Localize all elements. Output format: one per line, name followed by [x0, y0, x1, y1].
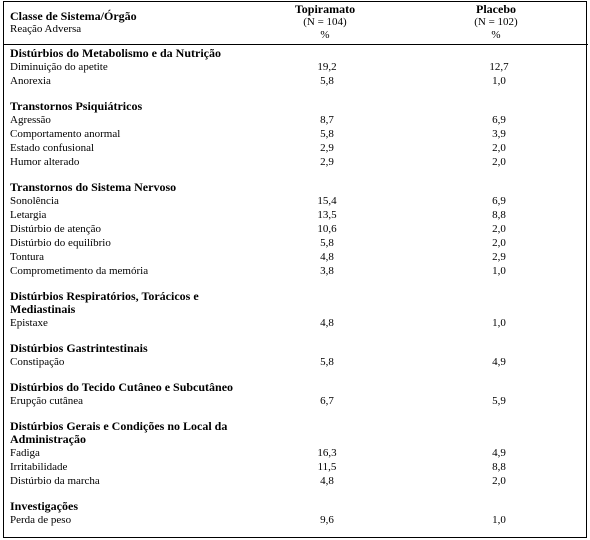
- table-row: [4, 355, 588, 369]
- section-title: Distúrbios Respiratórios, Torácicos e Mediastinais: [10, 289, 199, 316]
- section-title: Transtornos do Sistema Nervoso: [10, 180, 177, 194]
- placebo-value: 2,0: [492, 223, 506, 235]
- reaction-label: Humor alterado: [10, 156, 80, 168]
- table-header: [4, 2, 588, 45]
- reaction-label: Agressão: [10, 114, 51, 126]
- table-row: [4, 127, 588, 141]
- reaction-label: Anorexia: [10, 75, 51, 87]
- topiramato-value: 5,8: [320, 356, 334, 368]
- header-placebo: [436, 3, 556, 42]
- reaction-label: Irritabilidade: [10, 461, 68, 473]
- section-title: Investigações: [10, 499, 78, 513]
- header-topiramato-name: Topiramato: [294, 2, 356, 16]
- reaction-label: Tontura: [10, 251, 45, 263]
- reaction-label: Distúrbio do equilíbrio: [10, 237, 111, 249]
- topiramato-value: 15,4: [317, 195, 337, 207]
- reaction-label: Sonolência: [10, 195, 59, 207]
- placebo-value: 1,0: [492, 317, 506, 329]
- topiramato-value: 2,9: [320, 156, 334, 168]
- table-section: [4, 498, 588, 527]
- placebo-value: 2,0: [492, 156, 506, 168]
- table-row: [4, 155, 588, 169]
- section-title: Distúrbios Gerais e Condições no Local da Administração: [10, 419, 228, 446]
- table-section: [4, 179, 588, 278]
- placebo-value: 12,7: [489, 61, 509, 73]
- header-placebo-n: (N = 102): [474, 16, 518, 28]
- topiramato-value: 11,5: [317, 461, 337, 473]
- placebo-value: 4,9: [492, 447, 506, 459]
- placebo-value: 1,0: [492, 265, 506, 277]
- reaction-label: Diminuição do apetite: [10, 61, 108, 73]
- header-reaction-subtitle: Reação Adversa: [10, 23, 82, 35]
- topiramato-value: 3,8: [320, 265, 334, 277]
- placebo-value: 2,0: [492, 475, 506, 487]
- table-row: [4, 236, 588, 250]
- header-topiramato-unit: %: [320, 29, 330, 41]
- placebo-value: 1,0: [492, 514, 506, 526]
- reaction-label: Fadiga: [10, 447, 40, 459]
- topiramato-value: 6,7: [320, 395, 334, 407]
- placebo-value: 2,9: [492, 251, 506, 263]
- header-first-column: [10, 10, 230, 36]
- section-title: Distúrbios do Tecido Cutâneo e Subcutâneo: [10, 380, 234, 394]
- table-section: [4, 288, 588, 330]
- placebo-value: 8,8: [492, 209, 506, 221]
- topiramato-value: 5,8: [320, 237, 334, 249]
- reaction-label: Distúrbio de atenção: [10, 223, 102, 235]
- table-row: [4, 208, 588, 222]
- table-row: [4, 250, 588, 264]
- table-section: [4, 379, 588, 408]
- section-title: Transtornos Psiquiátricos: [10, 99, 143, 113]
- reaction-label: Distúrbio da marcha: [10, 475, 100, 487]
- table-body: [4, 45, 588, 537]
- topiramato-value: 4,8: [320, 317, 334, 329]
- table-row: [4, 194, 588, 208]
- placebo-value: 3,9: [492, 128, 506, 140]
- table-section: [4, 98, 588, 169]
- table-section: [4, 340, 588, 369]
- placebo-value: 2,0: [492, 142, 506, 154]
- placebo-value: 6,9: [492, 114, 506, 126]
- table-row: [4, 264, 588, 278]
- topiramato-value: 2,9: [320, 142, 334, 154]
- reaction-label: Comportamento anormal: [10, 128, 121, 140]
- reaction-label: Epistaxe: [10, 317, 48, 329]
- table-row: [4, 460, 588, 474]
- reaction-label: Perda de peso: [10, 514, 72, 526]
- placebo-value: 6,9: [492, 195, 506, 207]
- topiramato-value: 4,8: [320, 475, 334, 487]
- topiramato-value: 9,6: [320, 514, 334, 526]
- reaction-label: Erupção cutânea: [10, 395, 83, 407]
- table-row: [4, 316, 588, 330]
- table-row: [4, 141, 588, 155]
- placebo-value: 2,0: [492, 237, 506, 249]
- placebo-value: 1,0: [492, 75, 506, 87]
- table-row: [4, 474, 588, 488]
- table-row: [4, 446, 588, 460]
- reaction-label: Comprometimento da memória: [10, 265, 149, 277]
- topiramato-value: 10,6: [317, 223, 337, 235]
- topiramato-value: 13,5: [317, 209, 337, 221]
- placebo-value: 8,8: [492, 461, 506, 473]
- topiramato-value: 19,2: [317, 61, 337, 73]
- reaction-label: Estado confusional: [10, 142, 95, 154]
- table-row: [4, 222, 588, 236]
- table-row: [4, 394, 588, 408]
- table-row: [4, 74, 588, 88]
- header-topiramato: [266, 3, 384, 42]
- placebo-value: 5,9: [492, 395, 506, 407]
- header-placebo-unit: %: [491, 29, 501, 41]
- table-section: [4, 45, 588, 88]
- topiramato-value: 8,7: [320, 114, 334, 126]
- header-class-title: Classe de Sistema/Órgão: [10, 9, 137, 23]
- header-placebo-name: Placebo: [476, 2, 516, 16]
- adverse-reactions-table: [3, 1, 587, 538]
- reaction-label: Letargia: [10, 209, 47, 221]
- topiramato-value: 16,3: [317, 447, 337, 459]
- table-section: [4, 418, 588, 488]
- topiramato-value: 5,8: [320, 128, 334, 140]
- section-title: Distúrbios do Metabolismo e da Nutrição: [10, 46, 221, 60]
- placebo-value: 4,9: [492, 356, 506, 368]
- topiramato-value: 5,8: [320, 75, 334, 87]
- topiramato-value: 4,8: [320, 251, 334, 263]
- table-row: [4, 513, 588, 527]
- table-row: [4, 113, 588, 127]
- table-row: [4, 60, 588, 74]
- header-topiramato-n: (N = 104): [303, 16, 347, 28]
- reaction-label: Constipação: [10, 356, 65, 368]
- section-title: Distúrbios Gastrintestinais: [10, 341, 148, 355]
